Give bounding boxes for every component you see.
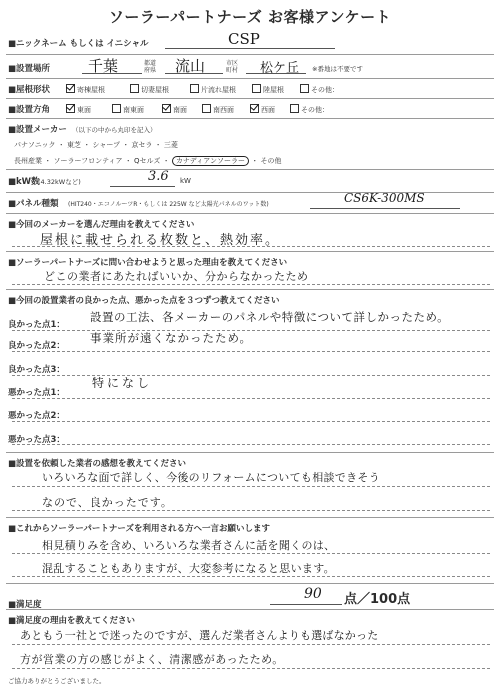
bad-point-1-answer: 特になし (92, 376, 153, 390)
bad-point-3-label: 悪かった点3： (8, 435, 65, 445)
good-point-2-answer: 事業所が遠くなかったため。 (90, 331, 253, 345)
checkbox-icon (162, 104, 171, 113)
q-satisfaction-reason-label: ■満足度の理由を教えてください (8, 616, 136, 626)
maker-choshu[interactable]: 長州産業 (14, 157, 42, 165)
checkbox-icon (190, 84, 199, 93)
maker-toshiba[interactable]: 東芝 (66, 141, 81, 149)
roof-shape-label: ■屋根形状 (8, 85, 51, 95)
maker-mitsubishi[interactable]: 三菱 (163, 141, 178, 149)
direction-option-south[interactable]: 南面 (162, 104, 187, 115)
satisfaction-suffix: 点／100点 (344, 592, 411, 607)
nickname-value: CSP (228, 30, 260, 48)
nickname-label: ■ニックネーム もしくは イニシャル (8, 39, 149, 49)
maker-hint: （以下の中から丸印を記入） (72, 126, 157, 134)
checkbox-icon (290, 104, 299, 113)
q-message-line-2: 混乱することもありますが、大変参考になると思います。 (42, 562, 335, 575)
q-message-line-1: 相見積りみを含め、いろいろな業者さんに話を聞くのは、 (42, 539, 336, 552)
satisfaction-value: 90 (304, 586, 322, 602)
direction-option-west[interactable]: 西面 (250, 104, 275, 115)
q-impression-line-2: なので、良かったです。 (42, 496, 173, 509)
checkbox-icon (300, 84, 309, 93)
town-value: 松ケ丘 (260, 61, 300, 76)
q-satisfaction-reason-line-2: 方が営業の方の感じがよく、清潔感があったため。 (20, 653, 284, 666)
maker-sharp[interactable]: シャープ (92, 141, 120, 149)
roof-option-katanagare[interactable]: 片流れ屋根 (190, 84, 236, 95)
maker-kyocera[interactable]: 京セラ (131, 141, 153, 149)
panel-value: CS6K-300MS (344, 191, 425, 205)
q-reason-contact-answer: どこの業者にあたればいいか、分からなかったため (44, 270, 309, 283)
maker-row-1: パナソニック ・ 東芝 ・ シャープ ・ 京セラ ・ 三菱 (14, 141, 178, 149)
q-message-label: ■これからソーラーパートナーズを利用される方へ一言お願いします (8, 524, 271, 534)
roof-option-kirizuma[interactable]: 切妻屋根 (130, 84, 169, 95)
location-label: ■設置場所 (8, 64, 51, 74)
checkbox-icon (112, 104, 121, 113)
checkbox-icon (202, 104, 211, 113)
maker-panasonic[interactable]: パナソニック (14, 141, 56, 149)
roof-option-yosemune[interactable]: 寄棟屋根 (66, 84, 105, 95)
checkbox-icon (66, 104, 75, 113)
checkbox-icon (250, 104, 259, 113)
maker-label: ■設置メーカー (8, 125, 67, 135)
q-reason-maker-label: ■今回のメーカーを選んだ理由を教えてください (8, 220, 195, 230)
direction-option-east[interactable]: 東面 (66, 104, 91, 115)
bad-point-2-label: 悪かった点2： (8, 411, 65, 421)
direction-option-southwest[interactable]: 南西面 (202, 104, 234, 115)
maker-row-2: 長州産業 ・ ソーラーフロンティア ・ Qセルズ ・ カナディアンソーラー ・ その他 (14, 157, 282, 165)
kw-hint: (4.32kWなど) (38, 178, 81, 186)
q-impression-label: ■設置を依頼した業者の感想を教えてください (8, 459, 187, 469)
good-point-2-label: 良かった点2： (8, 341, 65, 351)
direction-label: ■設置方角 (8, 105, 51, 115)
good-point-1-answer: 設置の工法、各メーカーのパネルや特徴について詳しかったため。 (90, 310, 450, 324)
prefecture-value: 千葉 (88, 57, 119, 75)
direction-option-southeast[interactable]: 南東面 (112, 104, 144, 115)
kw-unit: kW (180, 177, 191, 185)
panel-label: ■パネル種類 (8, 199, 59, 209)
checkbox-icon (66, 84, 75, 93)
city-suffix: 市区町村 (226, 60, 239, 74)
checkbox-icon (130, 84, 139, 93)
city-value: 流山 (175, 57, 206, 75)
satisfaction-label: ■満足度 (8, 600, 42, 610)
direction-option-other[interactable]: その他： (290, 104, 329, 115)
maker-canadian-solar-selected[interactable]: カナディアンソーラー (172, 156, 249, 166)
footer-thanks: ご協力ありがとうございました。 (8, 677, 106, 685)
q-reason-contact-label: ■ソーラーパートナーズに問い合わせようと思った理由を教えてください (8, 258, 288, 268)
kw-label: ■kW数 (8, 177, 40, 187)
good-point-1-label: 良かった点1： (8, 320, 65, 330)
roof-option-rikuyane[interactable]: 陸屋根 (252, 84, 284, 95)
bad-point-1-label: 悪かった点1： (8, 388, 65, 398)
maker-other[interactable]: その他 (260, 157, 282, 165)
roof-option-other[interactable]: その他： (300, 84, 339, 95)
address-note: ※番地は不要です (312, 65, 363, 73)
prefecture-suffix: 都道府県 (144, 60, 157, 74)
q-satisfaction-reason-line-1: あともう一社とで迷ったのですが、選んだ業者さんよりも選ばなかった (20, 629, 379, 642)
maker-qcells[interactable]: Qセルズ (134, 157, 161, 165)
panel-hint: (HIT240・エコノルーツR・もしくは 225W など太陽光パネルのワット数) (68, 201, 269, 208)
good-point-3-label: 良かった点3： (8, 365, 65, 375)
page-title: ソーラーパートナーズ お客様アンケート (108, 8, 392, 26)
checkbox-icon (252, 84, 261, 93)
maker-solar-frontier[interactable]: ソーラーフロンティア (53, 157, 123, 165)
q-impression-line-1: いろいろな面で詳しく、今後のリフォームについても相談できそう (42, 471, 381, 484)
q-good-bad-label: ■今回の設置業者の良かった点、悪かった点を３つずつ教えてください (8, 296, 280, 306)
q-reason-maker-answer: 屋根に載せられる枚数と、熱効率。 (40, 233, 281, 248)
kw-value: 3.6 (148, 169, 169, 184)
